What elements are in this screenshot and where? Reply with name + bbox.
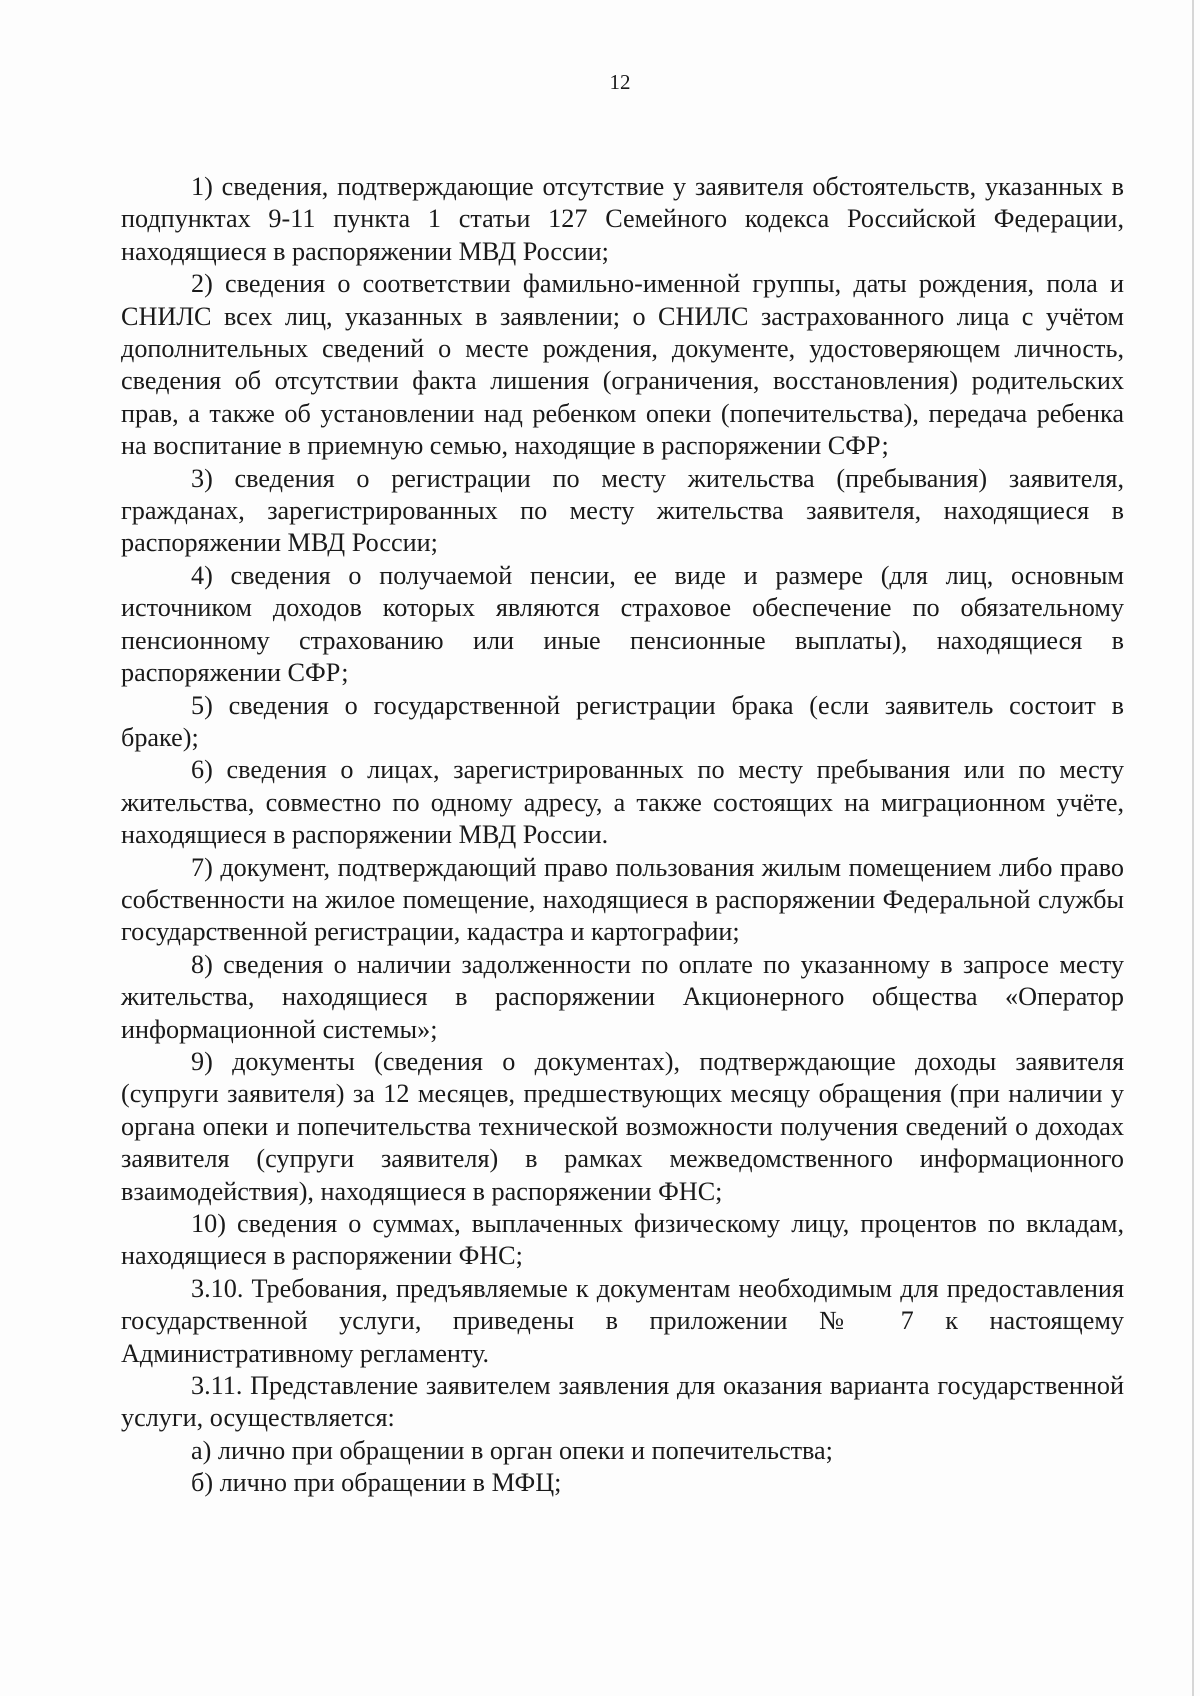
paragraph-4: 4) сведения о получаемой пенсии, ее виде и размере (для лиц, основным источником доходов которых являются страховое обеспечение по обязательному пенсионному страхованию или иные пенсионные выплаты), находящиеся в распоряжении СФР; bbox=[121, 560, 1124, 688]
paragraph-3: 3) сведения о регистрации по месту жительства (пребывания) заявителя, гражданах, зарегистрированных по месту жительства заявителя, находящиеся в распоряжении МВД России; bbox=[121, 463, 1124, 558]
paragraph-9: 9) документы (сведения о документах), подтверждающие доходы заявителя (супруги заявителя) за 12 месяцев, предшествующих месяцу обращения (при наличии у органа опеки и попечительства технической возможности получения сведений о доходах заявителя (супруги заявителя) в рамках межведомственного информационного взаимодействия), находящиеся в распоряжении ФНС; bbox=[121, 1046, 1124, 1206]
page-number: 12 bbox=[609, 70, 631, 94]
paragraph-3-11: 3.11. Представление заявителем заявления для оказания варианта государственной услуги, осуществляется: bbox=[121, 1371, 1124, 1433]
paragraph-6: 6) сведения о лицах, зарегистрированных по месту пребывания или по месту жительства, совместно по одному адресу, а также состоящих на миграционном учёте, находящиеся в распоряжении МВД России. bbox=[121, 755, 1124, 850]
paragraph-item-a: а) лично при обращении в орган опеки и попечительства; bbox=[191, 1435, 833, 1465]
paragraph-1: 1) сведения, подтверждающие отсутствие у заявителя обстоятельств, указанных в подпунктах 9-11 пункта 1 статьи 127 Семейного кодекса Российской Федерации, находящиеся в распоряжении МВД России; bbox=[121, 172, 1124, 266]
paragraph-2: 2) сведения о соответствии фамильно-именной группы, даты рождения, пола и СНИЛС всех лиц, указанных в заявлении; о СНИЛС застрахованного лица с учётом дополнительных сведений о месте рождения, документе, удостоверяющем личность, сведения об отсутствии факта лишения (ограничения, восстановления) родительских прав, а также об установлении над ребенком опеки (попечительства), передача ребенка на воспитание в приемную семью, находящие в распоряжении СФР; bbox=[121, 269, 1124, 461]
paragraph-10: 10) сведения о суммах, выплаченных физическому лицу, процентов по вкладам, находящиеся в распоряжении ФНС; bbox=[121, 1209, 1124, 1271]
paragraph-item-b: б) лично при обращении в МФЦ; bbox=[191, 1468, 562, 1498]
page-edge-divider bbox=[1192, 0, 1194, 1696]
document-body bbox=[121, 171, 1124, 1500]
paragraph-8: 8) сведения о наличии задолженности по оплате по указанному в запросе месту жительства, находящиеся в распоряжении Акционерного общества «Оператор информационной системы»; bbox=[121, 949, 1124, 1044]
paragraph-3-10: 3.10. Требования, предъявляемые к документам необходимым для предоставления государственной услуги, приведены в приложении № 7 к настоящему Административному регламенту. bbox=[121, 1273, 1124, 1368]
paragraph-7: 7) документ, подтверждающий право пользования жилым помещением либо право собственности на жилое помещение, находящиеся в распоряжении Федеральной службы государственной регистрации, кадастра и картографии; bbox=[121, 852, 1124, 947]
paragraph-5: 5) сведения о государственной регистрации брака (если заявитель состоит в браке); bbox=[121, 690, 1124, 752]
